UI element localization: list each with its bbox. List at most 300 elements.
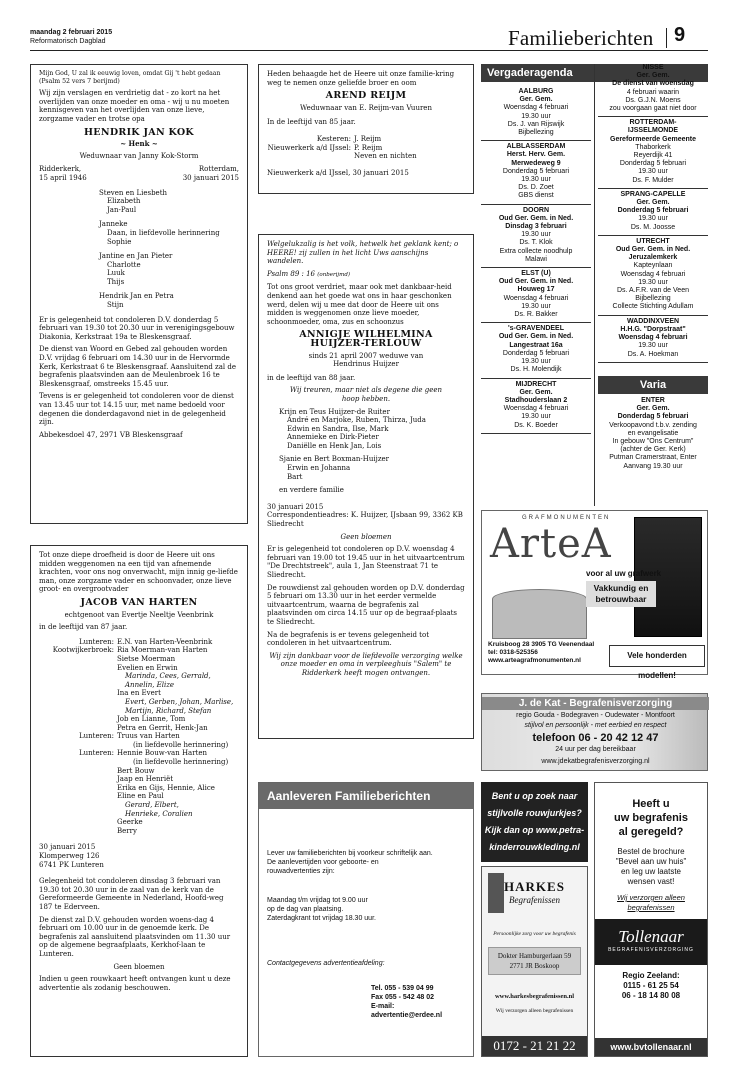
dekat-sub: regio Gouda - Bodegraven - Oudewater - Montfoort <box>516 712 675 719</box>
agenda-extra: zou voorgaan gaat niet door <box>609 105 697 113</box>
family-place <box>39 715 114 724</box>
huijzer-p2: De rouwdienst zal gehouden worden op D.V. donderdag 5 februari om 13.30 uur in het eerder vermelde uitvaartcentrum, waarna de begrafenis zal plaatsvinden om circa 14.15 uur op de begraaf-plaats te Sliedrecht. <box>267 583 465 626</box>
artea-addr: Kruisboog 28 3905 TG Veenendaal <box>488 641 595 648</box>
agenda-item <box>598 62 708 117</box>
aanleveren-title: Aanleveren Familieberichten <box>259 783 473 809</box>
family-place <box>39 792 114 801</box>
kok-deathdate: 30 januari 2015 <box>182 173 239 182</box>
family-name: Ina en Evert <box>117 689 161 698</box>
family-name: Truus van Harten <box>117 732 180 741</box>
family-name: Evert, Gerben, Johan, Marlise, <box>125 697 234 706</box>
varia-place: ENTER <box>641 397 665 404</box>
artea-tel: tel: 0318-525356 <box>488 649 538 656</box>
header-date: maandag 2 februari 2015 <box>30 29 113 36</box>
agenda-sp: Ds. J. van Rijswijk <box>507 120 565 128</box>
family-line: Elizabeth <box>107 197 141 206</box>
rel-name: J. Reijm <box>354 134 382 143</box>
aanl-contact: Contactgegevens advertentieafdeling: <box>267 960 385 967</box>
harten-p3: Indien u geen rouwkaart heeft ontvangen kunt u deze advertentie als zodanig beschouwen. <box>39 975 231 992</box>
agenda-t: Reyerdijk 41 <box>633 152 673 160</box>
family-place <box>39 810 114 819</box>
varia-church: Ger. Gem. <box>636 405 670 413</box>
tollenaar-care1: Wij verzorgen alleen <box>617 893 685 902</box>
family-place: Lunteren: <box>79 637 114 646</box>
agenda-ch: Ger. Gem. <box>636 199 670 207</box>
agenda-ch2: De dienst van woensdag <box>612 80 694 88</box>
aanl-p1: Lever uw familieberichten bij voorkeur schriftelijk aan. <box>267 850 433 857</box>
agenda-pl: MIJDRECHT <box>515 380 557 388</box>
agenda-pl: WADDINXVEEN <box>626 317 680 325</box>
agenda-divider <box>594 64 595 506</box>
kok-service: De dienst van Woord en Gebed zal gehouden worden D.V. vrijdag 6 februari om 14.30 uur in de Hervormde Kerk, Kerkstraat 6 te Bleskensgraaf. Aansluitend zal de begrafenis plaatsvinden aan de Meulenbroek 16 te Bleskensgraaf, omstreeks 15.45 uur. <box>39 345 236 388</box>
family-place: Lunteren: <box>79 732 114 741</box>
harten-spouse: echtgenoot van Evertje Neeltje Veenbrink <box>64 610 214 619</box>
family-place <box>39 672 114 681</box>
tollenaar-care <box>595 893 707 913</box>
tollenaar-region <box>595 971 707 1001</box>
agenda-ch2: Woensdag 4 februari <box>618 334 688 342</box>
agenda-extra: 19.30 uur <box>638 168 668 176</box>
aanl-t3: Zaterdagkrant tot vrijdag 18.30 uur. <box>267 915 376 922</box>
family-place <box>39 758 114 767</box>
agenda-sp: Ds. D. Zoet <box>518 184 554 192</box>
agenda-ch: IJSSELMONDE <box>627 127 679 135</box>
tollenaar-h2: uw begrafenis <box>614 812 688 824</box>
artea-s2: betrouwbaar <box>595 594 647 604</box>
agenda-ch2: Houweg 17 <box>517 286 555 294</box>
agenda-pl: 's-GRAVENDEEL <box>508 325 564 333</box>
dekat-title: J. de Kat - Begrafenisverzorging <box>482 697 709 710</box>
agenda-wh: Donderdag 5 februari <box>502 349 570 357</box>
agenda-pl: DOORN <box>522 206 550 214</box>
huijzer-ref-text: Psalm 89 : 16 <box>267 269 316 278</box>
family-name: Annelin, Elize <box>125 680 175 689</box>
agenda-extra: Malawi <box>525 255 547 263</box>
harten-family <box>39 638 239 836</box>
family-place <box>39 767 114 776</box>
agenda-t: 19.30 uur <box>521 112 551 120</box>
huijzer-p3: Na de begrafenis is er tevens gelegenheid tot condoleren in het uitvaartcentrum. <box>267 630 430 648</box>
agenda-pl: ELST (U) <box>521 270 551 278</box>
agenda-wh: Thaborkerk <box>635 143 671 151</box>
kok-places <box>39 165 239 174</box>
harten-age: in de leeftijd van 87 jaar. <box>39 623 128 632</box>
family-line: Edwin en Sandra, Ilse, Mark <box>287 424 389 433</box>
agenda-ch2: Donderdag 5 februari <box>617 207 689 215</box>
tollenaar-h3: al geregeld? <box>618 826 684 838</box>
agenda-pl: UTRECHT <box>636 237 670 245</box>
agenda-extra: Extra collecte noodhulp <box>499 247 573 255</box>
family-name: Eline en Paul <box>117 792 164 801</box>
huijzer-date: 30 januari 2015 <box>267 502 324 511</box>
rel-place: Kesteren: <box>316 134 351 143</box>
harten-date: 30 januari 2015 <box>39 843 96 852</box>
notice-harten <box>30 545 248 1057</box>
aanl-fax: Fax 055 - 542 48 02 <box>371 994 435 1001</box>
agenda-pl: SPRANG-CAPELLE <box>620 190 686 198</box>
family-line: Daniëlle en Henk Jan, Lois <box>287 441 382 450</box>
tollenaar-heading <box>595 797 707 839</box>
harkes-care: Wij verzorgen alleen begrafenissen <box>495 1008 574 1014</box>
aanl-p3: rouwadvertenties zijn: <box>267 868 335 875</box>
rel-place: Nieuwerkerk a/d IJssel: <box>267 143 351 152</box>
aanl-p2: De aanlevertijden voor geboorte- en <box>267 859 379 866</box>
kok-nick: ~ Henk ~ <box>120 139 158 149</box>
agenda-title: Vergaderagenda <box>481 64 708 82</box>
agenda-sp: Ds. R. Bakker <box>514 311 558 319</box>
dekat-avail: 24 uur per dag bereikbaar <box>555 746 636 753</box>
family-place <box>39 827 114 836</box>
varia-line: en evangelisatie <box>627 429 679 437</box>
agenda-wh: Donderdag 5 februari <box>502 167 570 175</box>
agenda-sp: 19.30 uur <box>638 278 668 286</box>
family-line: Steven en Liesbeth <box>99 188 168 197</box>
huijzer-flowers: Geen bloemen <box>340 532 392 541</box>
artea-monument-light <box>492 589 587 639</box>
family-line: Thijs <box>107 277 125 286</box>
kok-extra: Tevens is er gelegenheid tot condoleren voor de dienst van 13.45 uur tot 14.15 uur, met name bedoeld voor degenen die donderdagavond niet in de gelegenheid zijn. <box>39 392 234 427</box>
family-name: Ria Moerman-van Harten <box>117 646 208 655</box>
agenda-ch: Oud Ger. Gem. in Ned. <box>498 333 574 341</box>
artea-s1: Vakkundig en <box>593 583 649 593</box>
family-line: Sjanie en Bert Boxman-Huijzer <box>279 455 389 464</box>
varia-section <box>598 376 708 471</box>
family-line: Annemieke en Dirk-Pieter <box>287 433 379 442</box>
kok-address: Abbekesdoel 47, 2971 VB Bleskensgraaf <box>39 430 183 439</box>
artea-logo: ArteA <box>490 521 612 567</box>
agenda-item <box>481 86 591 141</box>
agenda-extra: Ds. A.F.R. van de Veen <box>617 287 689 295</box>
agenda-wh: Woensdag 4 februari <box>503 104 569 112</box>
agenda-ch2: Gereformeerde Gemeente <box>610 135 696 143</box>
family-line: Bart <box>287 472 303 481</box>
family-place <box>39 818 114 827</box>
family-name: Martijn, Richard, Stefan <box>125 706 212 715</box>
artea-top: GRAFMONUMENTEN <box>522 515 611 521</box>
harten-p1: Gelegenheid tot condoleren dinsdag 3 februari van 19.30 tot 20.30 uur in de zaal van de kerk van de Gereformeerde Gemeente in Nederland, Hoofd-weg 187 te Ederveen. <box>39 877 224 911</box>
huijzer-since: sinds 21 april 2007 weduwe van <box>308 351 424 360</box>
harten-name: JACOB VAN HARTEN <box>80 596 198 608</box>
agenda-t: 19.30 uur <box>521 176 551 184</box>
family-name: (in liefdevolle herinnering) <box>133 758 229 767</box>
family-line: Krijn en Teus Huijzer-de Ruiter <box>279 407 390 416</box>
family-name: Evelien en Erwin <box>117 663 178 672</box>
agenda-ch: Ger. Gem. <box>636 72 670 80</box>
aanl-t2: op de dag van plaatsing. <box>267 906 344 913</box>
agenda-t: 19.30 uur <box>521 358 551 366</box>
petra-l3: Kijk dan op www.petra- <box>484 825 585 835</box>
huijzer-intro: Tot ons groot verdriet, maar ook met dankbaar-heid denkend aan het goede wat ons in haar geschonken werd, delen wij u mee dat door de Heere uit ons midden is weggenomen onze lieve moeder, schoonmoeder, oma, zus en schoonzus <box>267 283 452 326</box>
family-name: Henrieke, Coralien <box>125 809 193 818</box>
huijzer-age: in de leeftijd van 88 jaar. <box>267 373 356 382</box>
huijzer-husband: Hendrinus Huijzer <box>333 360 399 369</box>
agenda-ch: Oud Ger. Gem. in Ned. <box>498 278 574 286</box>
family-line: Daan, in liefdevolle herinnering <box>107 228 220 237</box>
tollenaar-body <box>595 847 707 887</box>
family-place: Kootwijkerbroek: <box>52 646 114 655</box>
agenda-extra: Ds. F. Mulder <box>632 176 674 184</box>
family-place <box>39 664 114 673</box>
dekat-web[interactable]: www.jdekatbegrafenisverzorging.nl <box>541 758 650 765</box>
agenda-pl: AALBURG <box>518 88 554 95</box>
harkes-address <box>488 947 581 975</box>
agenda-extra: Bijbellezing <box>635 295 671 303</box>
kok-psalm: Mijn God, U zal ik eeuwig loven, omdat Gij 't hebt gedaan (Psalm 52 vers 7 berijmd) <box>39 70 221 85</box>
agenda-t: 19.30 uur <box>521 302 551 310</box>
aanleveren-body <box>259 809 473 1020</box>
ad-artea[interactable] <box>481 510 708 680</box>
artea-slogan: voor al uw grafwerk <box>586 569 662 578</box>
reijm-relatives <box>267 135 465 161</box>
agenda-ch: Ger. Gem. <box>519 388 553 396</box>
ad-harkes[interactable] <box>481 866 588 1057</box>
agenda-extra: Collecte Stichting Adullam <box>612 303 694 311</box>
tollenaar-reg: Regio Zeeland: <box>622 971 680 980</box>
agenda-pl: ROTTERDAM- <box>629 119 677 127</box>
agenda-wh: Woensdag 4 februari <box>503 294 569 302</box>
huijzer-thanks: Wij zijn dankbaar voor de liefdevolle verzorging welke onze moeder en oma in verpleeghuis "Salem" te Ridderkerk heeft mogen ontvangen. <box>269 651 463 677</box>
varia-date: Donderdag 5 februari <box>617 413 689 421</box>
huijzer-ref-note: (onberijmd) <box>317 271 351 278</box>
huijzer-p1: Er is gelegenheid tot condoleren op D.V. woensdag 4 februari van 19.00 tot 19.45 uur in het uitvaartcentrum "De Drechtstreek", aula 1, Jan Steenstraat 71 te Sliedrecht. <box>267 545 465 579</box>
agenda-ch2: Langestraat 16a <box>509 341 563 349</box>
kok-family <box>39 189 239 310</box>
family-place <box>39 707 114 716</box>
harten-addr2: 6741 PK Lunteren <box>39 860 104 869</box>
harkes-figure-icon <box>488 873 504 913</box>
agenda-item <box>598 117 708 189</box>
family-place <box>39 775 114 784</box>
family-name: Hennie Bouw-van Harten <box>117 749 208 758</box>
agenda-column-1 <box>481 86 591 434</box>
huijzer-corr: Correspondentieadres: K. Huijzer, IJsbaan 99, 3362 KB Sliedrecht <box>267 511 463 529</box>
tollenaar-b4: wensen vast! <box>627 877 675 886</box>
agenda-ch2: Merwedeweg 9 <box>511 159 561 167</box>
harten-addr1: Klomperweg 126 <box>39 852 100 860</box>
family-name: Jaap en Henriët <box>117 775 174 784</box>
agenda-t: 19.30 uur <box>638 342 668 350</box>
notice-kok <box>30 64 248 524</box>
agenda-item <box>598 316 708 363</box>
agenda-item <box>481 379 591 434</box>
section-title: Familieberichten <box>508 26 654 50</box>
kok-spouse: Weduwnaar van Janny Kok-Storm <box>79 151 199 160</box>
family-place <box>39 681 114 690</box>
family-name: Gerard, Elbert, <box>125 801 179 810</box>
header-rule <box>30 50 708 51</box>
huijzer-name1: ANNIGJE WILHELMINA <box>299 329 433 341</box>
huijzer-family2 <box>267 455 465 481</box>
tollenaar-web[interactable]: www.bvtollenaar.nl <box>595 1038 707 1056</box>
aanl-mail[interactable]: E-mail: advertentie@erdee.nl <box>371 1003 443 1019</box>
harkes-name: HARKES <box>504 879 565 894</box>
agenda-ch2: Dinsdag 3 februari <box>505 223 567 231</box>
tollenaar-logo-sub: BEGRAFENISVERZORGING <box>608 947 694 953</box>
reijm-spouse: Weduwnaar van E. Reijm-van Vuuren <box>300 103 432 112</box>
kok-birthplace: Ridderkerk, <box>39 165 82 174</box>
artea-web[interactable]: www.arteagrafmonumenten.nl <box>488 657 581 664</box>
family-name: Marinda, Cees, Gerrald, <box>125 672 211 681</box>
family-place <box>39 741 114 750</box>
dekat-slogan: stijlvol en persoonlijk - met eerbied en respect <box>524 722 667 729</box>
varia-line: Aanvang 19.30 uur <box>623 462 683 470</box>
tollenaar-b3: en leg uw laatste <box>620 867 682 876</box>
huijzer-verse: Welgelukzalig is het volk, hetwelk het geklank kent; o HEERE! zij zullen in het licht Uws aanschijns wandelen. <box>267 240 459 266</box>
agenda-item <box>481 205 591 268</box>
family-place <box>39 784 114 793</box>
tollenaar-logo <box>595 919 707 965</box>
family-place <box>39 698 114 707</box>
family-place <box>39 724 114 733</box>
page-header-left <box>30 28 112 46</box>
rel-place <box>267 152 351 161</box>
family-name: Berry <box>117 826 137 835</box>
agenda-sp: Donderdag 5 februari <box>619 160 687 168</box>
agenda-wh: 4 februari waarin <box>626 88 680 96</box>
agenda-t: 19.30 uur <box>521 413 551 421</box>
huijzer-family1 <box>267 408 465 451</box>
varia-enter <box>598 394 708 471</box>
agenda-ch2: Jeruzalemkerk <box>628 254 678 262</box>
kok-dates <box>39 174 239 183</box>
family-line: Jan-Paul <box>107 205 137 214</box>
family-line: Janneke <box>99 220 128 229</box>
artea-badge-box <box>586 581 656 607</box>
agenda-pl: NISSE <box>642 64 664 71</box>
notice-reijm <box>258 64 474 194</box>
family-line: Stijn <box>107 301 124 310</box>
agenda-item <box>481 268 591 323</box>
tollenaar-t2[interactable]: 06 - 18 14 80 08 <box>621 991 681 1000</box>
tollenaar-logo-text: Tollenaar <box>618 927 684 946</box>
family-name: E.N. van Harten-Veenbrink <box>117 637 213 646</box>
family-name: Erika en Gijs, Hennie, Alice <box>117 783 215 792</box>
agenda-item <box>598 236 708 316</box>
notice-huijzer <box>258 234 474 739</box>
agenda-column-2 <box>598 62 708 363</box>
page-number: 9 <box>674 24 686 46</box>
harkes-phone[interactable]: 0172 - 21 21 22 <box>482 1036 587 1056</box>
huijzer-name2: HUIJZER-TERLOUW <box>310 337 422 349</box>
petra-l4: kinderrouwkleding.nl <box>489 842 580 852</box>
rel-name: Neven en nichten <box>354 152 417 161</box>
family-line: Charlotte <box>107 260 141 269</box>
kok-name: HENDRIK JAN KOK <box>84 126 194 138</box>
tollenaar-t1[interactable]: 0115 - 61 25 54 <box>623 981 679 990</box>
family-name: Bert Bouw <box>117 766 155 775</box>
ad-dekat[interactable] <box>481 693 708 771</box>
agenda-wh: Woensdag 4 februari <box>503 405 569 413</box>
family-name: Sietse Moerman <box>117 654 176 663</box>
tollenaar-b2: "Bevel aan uw huis" <box>615 857 687 866</box>
tollenaar-h1: Heeft u <box>632 798 670 810</box>
family-line: Hendrik Jan en Petra <box>99 292 174 301</box>
kok-intro: Wij zijn verslagen en verdrietig dat - zo kort na het overlijden van onze moeder en oma - wij u nu moeten kennisgeven van het overlijden van onze lieve, zorgzame vader en trotse opa <box>39 89 230 123</box>
aanl-tel: Tel. 055 - 539 04 99 <box>371 985 434 992</box>
rel-name: P. Reijm <box>354 143 383 152</box>
varia-line: Verkoopavond t.b.v. zending <box>609 421 697 429</box>
agenda-pl: ALBLASSERDAM <box>506 143 566 151</box>
family-place <box>39 689 114 698</box>
agenda-ch: H.H.G. "Dorpstraat" <box>620 325 686 333</box>
ad-petra[interactable] <box>481 782 588 862</box>
reijm-age: In de leeftijd van 85 jaar. <box>267 118 356 127</box>
family-name: Job en Lianne, Tom <box>117 715 186 724</box>
agenda-sp: Ds. A. Hoekman <box>627 350 679 358</box>
harten-intro: Tot onze diepe droefheid is door de Heere uit ons midden weggenomen na een tijd van afnemende krachten, voor ons nog onverwacht, mijn innig ge-liefde man, onze zorgzame vader en schoonvader, onze lieve groot- en overgrootvader <box>39 551 238 594</box>
agenda-extra: GBS dienst <box>518 192 554 200</box>
huijzer-verder: en verdere familie <box>279 486 344 495</box>
petra-l2: stijlvolle rouwjurkjes? <box>487 808 582 818</box>
agenda-sp: Ds. K. Boeder <box>514 421 558 429</box>
agenda-ch2: Stadhouderslaan 2 <box>504 396 568 404</box>
reijm-footer: Nieuwerkerk a/d IJssel, 30 januari 2015 <box>267 168 409 177</box>
artea-contact <box>488 641 594 665</box>
family-line: André en Marjoke, Ruben, Thirza, Juda <box>287 416 426 425</box>
family-name: Petra en Gerrit, Henk-Jan <box>117 723 208 732</box>
tollenaar-care2: begrafenissen <box>627 903 675 912</box>
agenda-item <box>481 141 591 204</box>
dekat-phone: telefoon 06 - 20 42 12 47 <box>532 732 659 744</box>
agenda-sp: Ds. M. Joosse <box>630 223 676 231</box>
agenda-wh: Kapteynlaan <box>633 262 673 270</box>
family-line: Sophie <box>107 237 132 246</box>
header-divider <box>666 28 667 48</box>
tollenaar-b1: Bestel de brochure <box>617 847 685 856</box>
harkes-addr1: Dokter Hamburgerlaan 59 <box>497 952 572 960</box>
huijzer-ref <box>267 270 465 280</box>
reijm-name: AREND REIJM <box>325 90 407 102</box>
agenda-item <box>598 189 708 236</box>
kok-birthdate: 15 april 1946 <box>39 173 87 182</box>
family-place <box>39 655 114 664</box>
reijm-intro: Heden behaagde het de Heere uit onze familie-kring weg te nemen onze geliefde broer en oom <box>267 70 455 87</box>
agenda-t: Woensdag 4 februari <box>620 270 686 278</box>
varia-line: (achter de Ger. Kerk) <box>620 446 686 454</box>
agenda-item <box>481 323 591 378</box>
aanl-t1: Maandag t/m vrijdag tot 9.00 uur <box>267 897 368 904</box>
agenda-sp: Ds. G.J.N. Moens <box>625 96 681 104</box>
harkes-addr2: 2771 JR Boskoop <box>509 962 560 970</box>
kok-condolence: Er is gelegenheid tot condoleren D.V. donderdag 5 februari van 19.30 tot 20.30 uur in verenigingsgebouw Diakonia, Kerkstraat 19a te Bleskensgraaf. <box>39 315 235 341</box>
agenda-extra: Bijbellezing <box>518 129 554 137</box>
family-line: Jantine en Jan Pieter <box>99 252 173 261</box>
family-line: Erwin en Johanna <box>287 464 351 473</box>
harten-p2: De dienst zal D.V. gehouden worden woens-dag 4 februari om 10.00 uur in de genoemde kerk. De begrafenis zal aansluitend plaatsvinden om 11.30 uur op de algemene begraafplaats, Kerkhof-laan te Lunteren. <box>39 915 231 958</box>
harkes-sub: Begrafenissen <box>509 895 560 905</box>
huijzer-trust: Wij treuren, maar niet als degene die geen hoop hebben. <box>289 386 443 403</box>
kok-deathplace: Rotterdam, <box>198 165 239 174</box>
agenda-ch: Oud Ger. Gem. in Ned. <box>498 214 574 222</box>
harkes-tag: Persoonlijke zorg voor uw begrafenis <box>493 931 576 937</box>
agenda-sp: Ds. T. Klok <box>519 239 553 247</box>
artea-models-badge: Vele honderden modellen! <box>609 645 705 667</box>
agenda-t: 19.30 uur <box>638 215 668 223</box>
family-name: Geerke <box>117 818 143 827</box>
aanleveren-box <box>258 782 474 1057</box>
harkes-web[interactable]: www.harkesbegrafenissen.nl <box>494 993 575 1000</box>
agenda-ch: Ger. Gem. <box>519 96 553 104</box>
header-paper: Reformatorisch Dagblad <box>30 38 106 45</box>
ad-tollenaar[interactable] <box>594 782 708 1057</box>
family-line: Luuk <box>107 269 125 278</box>
agenda-ch: Herst. Herv. Gem. <box>506 151 566 159</box>
varia-line: Putman Cramerstraat, Enter <box>609 454 697 462</box>
family-name: (in liefdevolle herinnering) <box>133 740 229 749</box>
agenda-ch: Oud Ger. Gem. in Ned. <box>615 246 691 254</box>
varia-line: In gebouw "Ons Centrum" <box>612 438 694 446</box>
harten-flowers: Geen bloemen <box>113 962 165 971</box>
